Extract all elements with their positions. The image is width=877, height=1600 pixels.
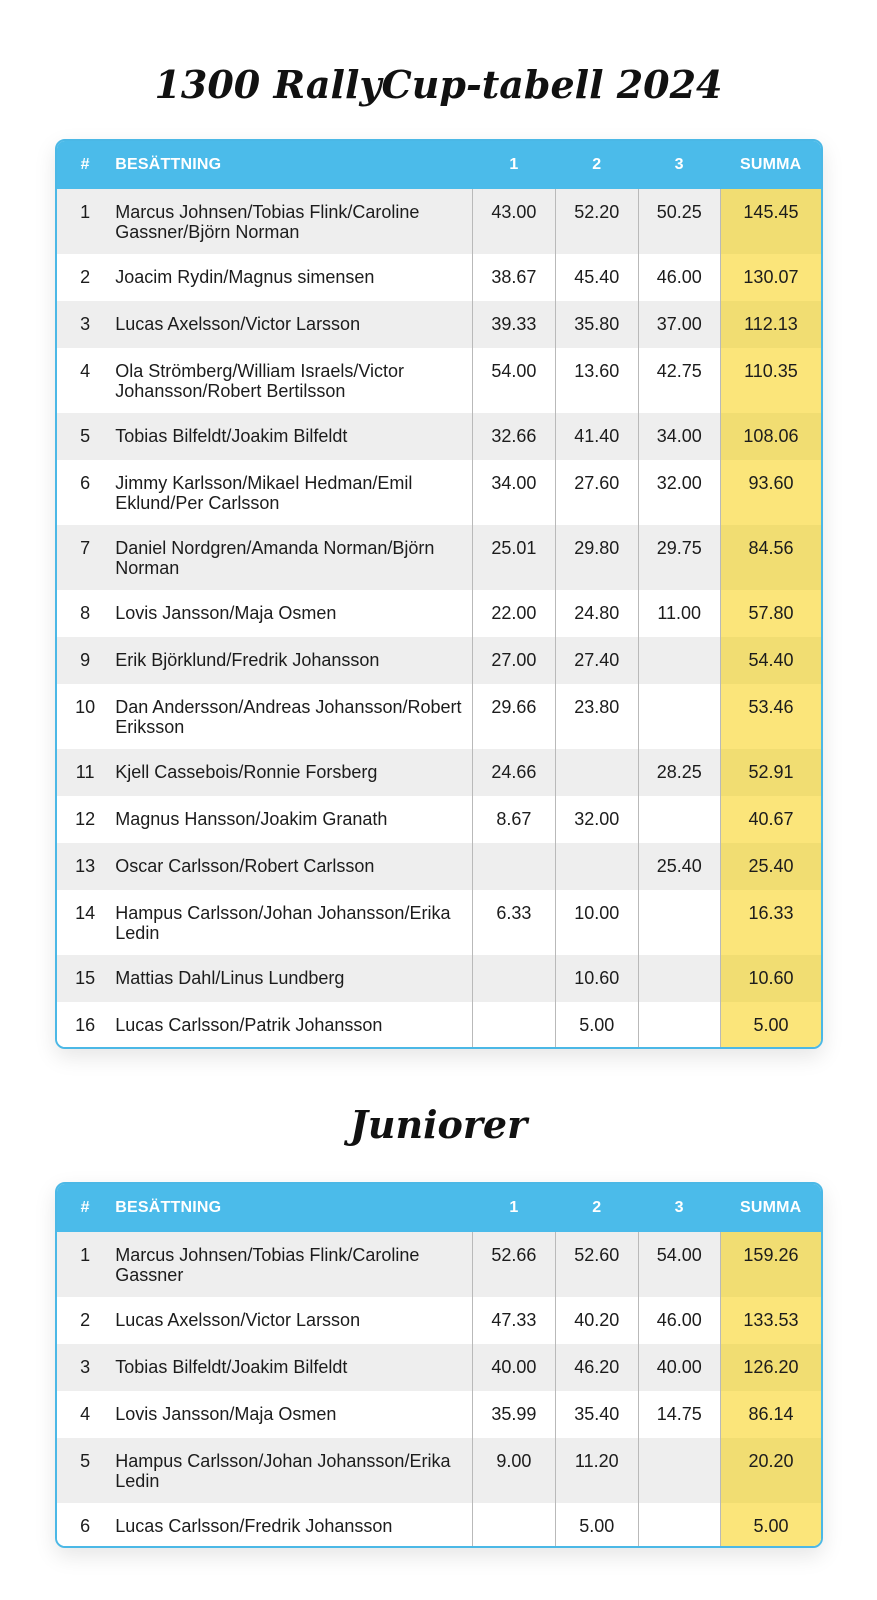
- total-cell: 20.20: [720, 1438, 821, 1503]
- total-cell: 52.91: [720, 749, 821, 796]
- position-cell: 14: [75, 903, 96, 923]
- position-cell: 10: [75, 697, 96, 717]
- total-cell: 40.67: [720, 796, 821, 843]
- position-cell: 7: [80, 538, 91, 558]
- crew-cell: Lovis Jansson/Maja Osmen: [115, 1404, 337, 1424]
- round-1-cell: 52.66: [472, 1232, 555, 1297]
- round-1-cell: [472, 955, 555, 1002]
- crew-cell: Joacim Rydin/Magnus simensen: [115, 267, 375, 287]
- crew-cell: Lucas Axelsson/Victor Larsson: [115, 1310, 361, 1330]
- header-round-2: 2: [592, 1199, 602, 1216]
- total-cell: 25.40: [720, 843, 821, 890]
- round-2-cell: [556, 749, 638, 796]
- table-row: [57, 413, 821, 460]
- table-row: [57, 460, 821, 525]
- round-1-cell: 47.33: [472, 1297, 555, 1344]
- total-cell: 145.45: [720, 189, 821, 254]
- round-1-cell: 8.67: [472, 796, 555, 843]
- total-cell: 130.07: [720, 254, 821, 301]
- crew-cell: Kjell Cassebois/Ronnie Forsberg: [115, 762, 378, 782]
- position-cell: 1: [80, 1245, 91, 1265]
- total-cell: 108.06: [720, 413, 821, 460]
- round-3-cell: 46.00: [638, 1297, 720, 1344]
- crew-cell: Magnus Hansson/Joakim Granath: [115, 809, 388, 829]
- round-1-cell: 40.00: [472, 1344, 555, 1391]
- round-1-cell: 34.00: [472, 460, 555, 525]
- round-2-cell: 27.40: [556, 637, 638, 684]
- round-1-cell: 25.01: [472, 525, 555, 590]
- round-1-cell: 9.00: [472, 1438, 555, 1503]
- round-2-cell: 23.80: [556, 684, 638, 749]
- round-1-cell: 29.66: [472, 684, 555, 749]
- junior-standings-table: [57, 1184, 821, 1548]
- round-3-cell: [638, 1503, 720, 1548]
- crew-cell: Lucas Carlsson/Patrik Johansson: [115, 1015, 383, 1035]
- header-position: #: [80, 156, 90, 173]
- crew-cell: Lovis Jansson/Maja Osmen: [115, 603, 337, 623]
- round-1-cell: [472, 1002, 555, 1049]
- round-3-cell: 40.00: [638, 1344, 720, 1391]
- round-2-cell: 52.60: [556, 1232, 638, 1297]
- table-row: [57, 525, 821, 590]
- table-row: [57, 749, 821, 796]
- crew-cell: Tobias Bilfeldt/Joakim Bilfeldt: [115, 1357, 348, 1377]
- total-cell: 53.46: [720, 684, 821, 749]
- position-cell: 8: [80, 603, 91, 623]
- total-cell: 110.35: [720, 348, 821, 413]
- round-3-cell: 34.00: [638, 413, 720, 460]
- position-cell: 4: [80, 361, 91, 381]
- header-position: #: [80, 1199, 90, 1216]
- total-cell: 5.00: [720, 1002, 821, 1049]
- header-round-3: 3: [674, 156, 684, 173]
- header-total: SUMMA: [739, 156, 802, 173]
- round-2-cell: 45.40: [556, 254, 638, 301]
- position-cell: 3: [80, 314, 91, 334]
- table-row: [57, 843, 821, 890]
- table-row: [57, 1344, 821, 1391]
- total-cell: 133.53: [720, 1297, 821, 1344]
- table-row: [57, 1391, 821, 1438]
- round-3-cell: 37.00: [638, 301, 720, 348]
- round-2-cell: 40.20: [556, 1297, 638, 1344]
- table-header-row: [57, 1184, 821, 1232]
- position-cell: 15: [75, 968, 96, 988]
- table-row: [57, 301, 821, 348]
- crew-cell: Oscar Carlsson/Robert Carlsson: [115, 856, 375, 876]
- round-3-cell: 29.75: [638, 525, 720, 590]
- crew-cell: Jimmy Karlsson/Mikael Hedman/Emil Eklund/Per Carlsson: [115, 473, 413, 513]
- round-3-cell: 28.25: [638, 749, 720, 796]
- round-2-cell: 5.00: [556, 1002, 638, 1049]
- crew-cell: Marcus Johnsen/Tobias Flink/Caroline Gassner/Björn Norman: [115, 202, 420, 242]
- round-2-cell: 41.40: [556, 413, 638, 460]
- table-row: [57, 796, 821, 843]
- round-1-cell: 54.00: [472, 348, 555, 413]
- round-1-cell: 32.66: [472, 413, 555, 460]
- position-cell: 2: [80, 1310, 91, 1330]
- round-1-cell: 35.99: [472, 1391, 555, 1438]
- round-3-cell: [638, 1002, 720, 1049]
- round-3-cell: 11.00: [638, 590, 720, 637]
- position-cell: 6: [80, 1516, 91, 1536]
- total-cell: 126.20: [720, 1344, 821, 1391]
- header-round-3: 3: [674, 1199, 684, 1216]
- crew-cell: Ola Strömberg/William Israels/Victor Johansson/Robert Bertilsson: [115, 361, 405, 401]
- header-round-1: 1: [509, 1199, 519, 1216]
- round-2-cell: 24.80: [556, 590, 638, 637]
- position-cell: 13: [75, 856, 96, 876]
- crew-cell: Mattias Dahl/Linus Lundberg: [115, 968, 345, 988]
- header-round-1: 1: [509, 156, 519, 173]
- total-cell: 16.33: [720, 890, 821, 955]
- position-cell: 3: [80, 1357, 91, 1377]
- round-3-cell: [638, 796, 720, 843]
- round-2-cell: 35.40: [556, 1391, 638, 1438]
- table-row: [57, 637, 821, 684]
- position-cell: 1: [80, 202, 91, 222]
- round-3-cell: [638, 637, 720, 684]
- round-1-cell: 39.33: [472, 301, 555, 348]
- round-2-cell: [556, 843, 638, 890]
- round-3-cell: 25.40: [638, 843, 720, 890]
- junior-table-container: [55, 1182, 823, 1548]
- round-2-cell: 11.20: [556, 1438, 638, 1503]
- table-row: [57, 1297, 821, 1344]
- round-2-cell: 27.60: [556, 460, 638, 525]
- table-row: [57, 1002, 821, 1049]
- position-cell: 2: [80, 267, 91, 287]
- round-3-cell: 14.75: [638, 1391, 720, 1438]
- crew-cell: Erik Björklund/Fredrik Johansson: [115, 650, 380, 670]
- crew-cell: Marcus Johnsen/Tobias Flink/Caroline Gassner: [115, 1245, 420, 1285]
- crew-cell: Lucas Carlsson/Fredrik Johansson: [115, 1516, 393, 1536]
- crew-cell: Dan Andersson/Andreas Johansson/Robert Eriksson: [115, 697, 462, 737]
- round-1-cell: [472, 843, 555, 890]
- round-3-cell: [638, 1438, 720, 1503]
- total-cell: 10.60: [720, 955, 821, 1002]
- round-1-cell: 6.33: [472, 890, 555, 955]
- position-cell: 4: [80, 1404, 91, 1424]
- round-2-cell: 13.60: [556, 348, 638, 413]
- header-total: SUMMA: [739, 1199, 802, 1216]
- total-cell: 86.14: [720, 1391, 821, 1438]
- round-2-cell: 46.20: [556, 1344, 638, 1391]
- header-crew: BESÄTTNING: [115, 1199, 222, 1216]
- standings-table: [57, 141, 821, 1049]
- round-3-cell: [638, 890, 720, 955]
- round-1-cell: 43.00: [472, 189, 555, 254]
- total-cell: 5.00: [720, 1503, 821, 1548]
- round-1-cell: 24.66: [472, 749, 555, 796]
- section-title-juniors: Juniorer: [349, 1102, 528, 1147]
- table-row: [57, 189, 821, 254]
- round-3-cell: 42.75: [638, 348, 720, 413]
- position-cell: 5: [80, 426, 91, 446]
- total-cell: 54.40: [720, 637, 821, 684]
- crew-cell: Lucas Axelsson/Victor Larsson: [115, 314, 361, 334]
- standings-table-container: [55, 139, 823, 1049]
- total-cell: 159.26: [720, 1232, 821, 1297]
- round-2-cell: 5.00: [556, 1503, 638, 1548]
- total-cell: 84.56: [720, 525, 821, 590]
- table-row: [57, 955, 821, 1002]
- round-1-cell: 38.67: [472, 254, 555, 301]
- round-2-cell: 29.80: [556, 525, 638, 590]
- round-3-cell: 46.00: [638, 254, 720, 301]
- round-3-cell: 32.00: [638, 460, 720, 525]
- round-2-cell: 35.80: [556, 301, 638, 348]
- table-row: [57, 1232, 821, 1297]
- round-1-cell: 27.00: [472, 637, 555, 684]
- crew-cell: Hampus Carlsson/Johan Johansson/Erika Ledin: [115, 1451, 451, 1491]
- round-3-cell: [638, 955, 720, 1002]
- page-title: 1300 RallyCup-tabell 2024: [154, 62, 723, 107]
- table-row: [57, 684, 821, 749]
- total-cell: 112.13: [720, 301, 821, 348]
- table-row: [57, 348, 821, 413]
- table-row: [57, 590, 821, 637]
- round-2-cell: 10.60: [556, 955, 638, 1002]
- round-2-cell: 32.00: [556, 796, 638, 843]
- table-row: [57, 254, 821, 301]
- position-cell: 6: [80, 473, 91, 493]
- round-1-cell: 22.00: [472, 590, 555, 637]
- round-3-cell: 50.25: [638, 189, 720, 254]
- round-1-cell: [472, 1503, 555, 1548]
- crew-cell: Tobias Bilfeldt/Joakim Bilfeldt: [115, 426, 348, 446]
- crew-cell: Daniel Nordgren/Amanda Norman/Björn Norman: [115, 538, 435, 578]
- round-2-cell: 10.00: [556, 890, 638, 955]
- table-header-row: [57, 141, 821, 189]
- header-round-2: 2: [592, 156, 602, 173]
- position-cell: 12: [75, 809, 96, 829]
- position-cell: 5: [80, 1451, 91, 1471]
- crew-cell: Hampus Carlsson/Johan Johansson/Erika Ledin: [115, 903, 451, 943]
- round-3-cell: 54.00: [638, 1232, 720, 1297]
- position-cell: 16: [75, 1015, 96, 1035]
- position-cell: 11: [75, 762, 95, 782]
- round-3-cell: [638, 684, 720, 749]
- table-row: [57, 1503, 821, 1548]
- position-cell: 9: [80, 650, 91, 670]
- table-row: [57, 890, 821, 955]
- total-cell: 93.60: [720, 460, 821, 525]
- header-crew: BESÄTTNING: [115, 156, 222, 173]
- total-cell: 57.80: [720, 590, 821, 637]
- round-2-cell: 52.20: [556, 189, 638, 254]
- table-row: [57, 1438, 821, 1503]
